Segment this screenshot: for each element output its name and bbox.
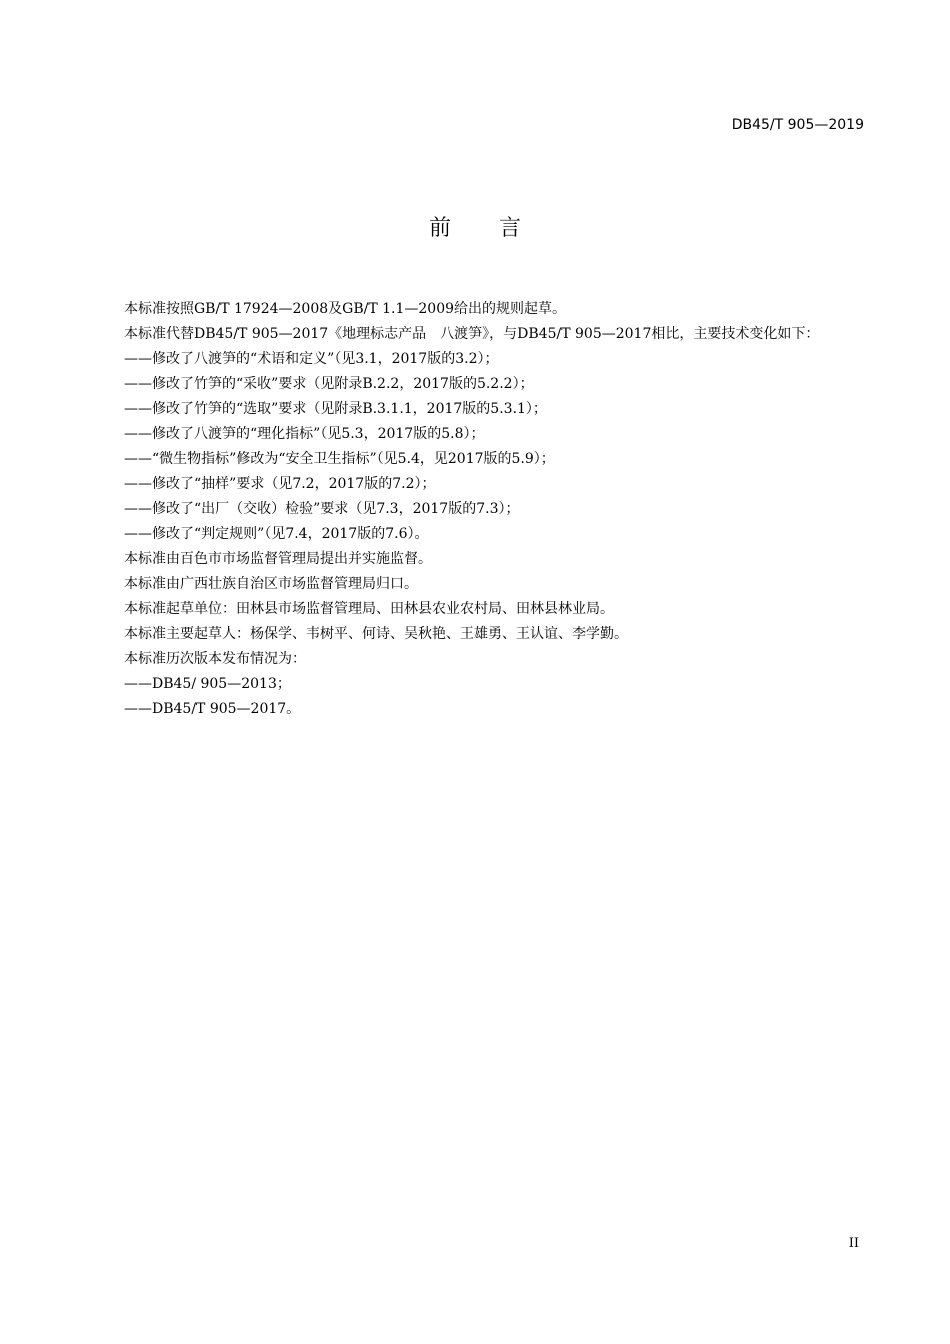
page-title: 前言	[428, 216, 569, 241]
paragraph-drafting-rules: 本标准按照GB/T 17924—2008及GB/T 1.1—2009给出的规则起草。	[124, 301, 567, 317]
change-item: ——修改了“判定规则”（见7.4，2017版的7.6）。	[124, 526, 429, 542]
version-item: ——DB45/ 905—2013；	[124, 676, 291, 692]
paragraph-replacement-note: 本标准代替DB45/T 905—2017《地理标志产品 八渡笋》，与DB45/T 905—2017相比，主要技术变化如下：	[124, 326, 820, 342]
paragraph-version-history: 本标准历次版本发布情况为：	[124, 651, 306, 667]
change-item: ——修改了八渡笋的“术语和定义”（见3.1，2017版的3.2）；	[124, 351, 499, 367]
change-item: ——修改了竹笋的“选取”要求（见附录B.3.1.1，2017版的5.3.1）；	[124, 401, 547, 417]
paragraph-drafting-units: 本标准起草单位：田林县市场监督管理局、田林县农业农村局、田林县林业局。	[124, 601, 614, 617]
document-code-header: DB45/T 905—2019	[731, 117, 864, 133]
paragraph-proposer: 本标准由百色市市场监督管理局提出并实施监督。	[124, 551, 432, 567]
paragraph-drafters: 本标准主要起草人：杨保学、韦树平、何诗、吴秋艳、王雄勇、王认谊、李学勤。	[124, 626, 628, 642]
foreword-body	[91, 297, 861, 722]
change-item: ——“微生物指标”修改为“安全卫生指标”（见5.4，见2017版的5.9）；	[124, 451, 555, 467]
change-item: ——修改了“抽样”要求（见7.2，2017版的7.2）；	[124, 476, 436, 492]
change-item: ——修改了竹笋的“采收”要求（见附录B.2.2，2017版的5.2.2）；	[124, 376, 534, 392]
change-item: ——修改了八渡笋的“理化指标”（见5.3，2017版的5.8）；	[124, 426, 485, 442]
paragraph-centralized-by: 本标准由广西壮族自治区市场监督管理局归口。	[124, 576, 418, 592]
change-item: ——修改了“出厂（交收）检验”要求（见7.3，2017版的7.3）；	[124, 501, 520, 517]
version-item: ——DB45/T 905—2017。	[124, 701, 301, 717]
page-number: II	[848, 1236, 859, 1251]
